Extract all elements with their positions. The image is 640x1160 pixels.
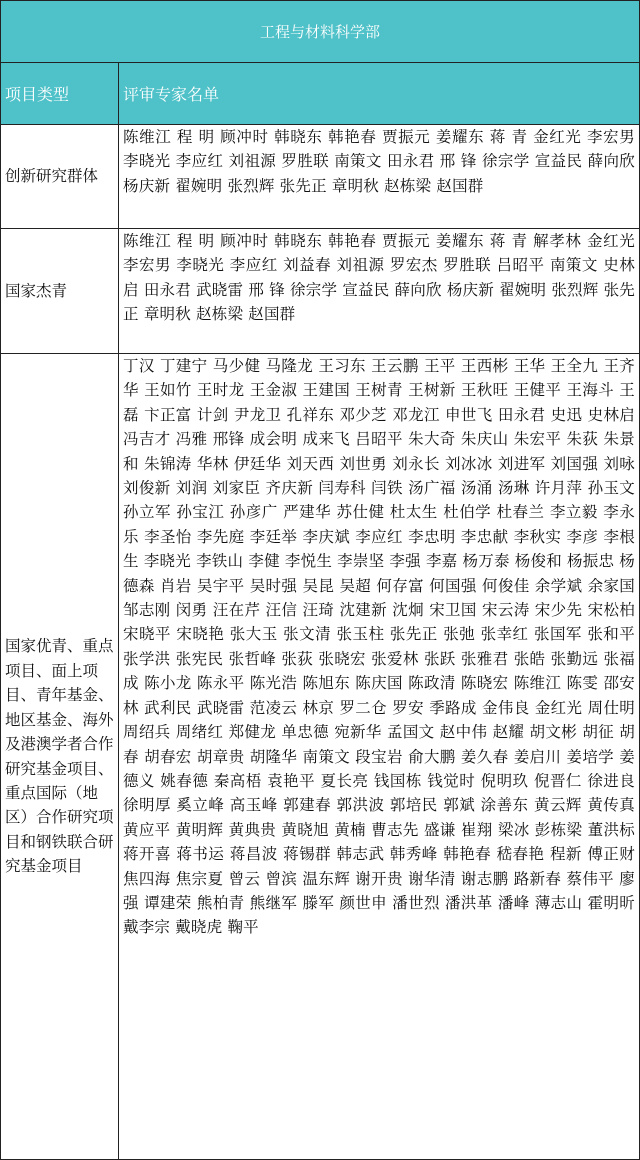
table-row [1,354,639,1159]
project-type-cell: 国家优青、重点项目、面上项目、青年基金、地区基金、海外及港澳学者合作研究基金项目、重点国际（地区）合作研究项目和钢铁联合研究基金项目 [1,354,119,1159]
expert-names-cell [119,354,639,1159]
table-header-row [1,63,639,125]
expert-names-text: 陈维江 程 明 顾冲时 韩晓东 韩艳春 贾振元 姜耀东 蒋 青 金红光 李宏男 李晓光 李应红 刘祖源 罗胜联 南策文 田永君 邢 锋 徐宗学 宣益民 薛向欣 杨庆新 翟婉明 张烈辉 张先正 章明秋 赵栋梁 赵国群 [123,128,635,195]
header-expert-list: 评审专家名单 [123,85,220,104]
project-type-cell: 创新研究群体 [1,125,119,228]
project-type-cell: 国家杰青 [1,229,119,353]
expert-names-text: 陈维江 程 明 顾冲时 韩晓东 韩艳春 贾振元 姜耀东 蒋 青 解孝林 金红光 李宏男 李晓光 李应红 刘益春 刘祖源 罗宏杰 罗胜联 吕昭平 南策文 史林启 田永君 武晓雷 邢 锋 徐宗学 宣益民 薛向欣 杨庆新 翟婉明 张烈辉 张先正 章明秋 赵栋梁 赵国群 [123,232,635,324]
table-row [1,229,639,354]
expert-names-cell [119,125,639,228]
table-row [1,125,639,229]
expert-names-cell [119,229,639,353]
header-project-type: 项目类型 [1,63,119,124]
table-title-text: 工程与材料科学部 [259,23,380,41]
table-title [1,1,639,63]
expert-names-text: 丁汉 丁建宁 马少健 马隆龙 王习东 王云鹏 王平 王西彬 王华 王全九 王齐华 王如竹 王时龙 王金淑 王建国 王树青 王树新 王秋旺 王健平 王海斗 王磊 卞正富 计剑 尹龙卫 孔祥东 邓少芝 邓龙江 申世飞 田永君 史迅 史林启 冯吉才 冯雅 邢锋 成会明 成来飞 吕昭平 朱大奇 朱庆山 朱宏平 朱荻 朱景和 朱锦涛 华林 伊廷华 刘天西 刘世勇 刘永长 刘冰冰 刘进军 刘国强 刘咏 刘俊新 刘润 刘家臣 齐庆新 闫寿科 闫铁 汤广福 汤涌 汤琳 许月萍 孙玉文 孙立军 孙宝江 孙彦广 严建华 苏仕健 杜太生 杜伯学 杜春兰 李立毅 李永乐 李圣怡 李先庭 李廷举 李庆斌 李应红 李忠明 李忠献 李秋实 李彦 李根生 李晓光 李铁山 李健 李悦生 李崇坚 李强 李嘉 杨万泰 杨俊和 杨振忠 杨德森 肖岩 吴宇平 吴时强 吴昆 吴超 何存富 何国强 何俊佳 余学斌 余家国 邹志刚 闵勇 汪在芹 汪信 汪琦 沈建新 沈炯 宋卫国 宋云涛 宋少先 宋松柏 宋晓平 宋晓艳 张大玉 张文清 张玉柱 张先正 张弛 张幸红 张国军 张和平 张学洪 张宪民 张哲峰 张荻 张晓宏 张爱林 张跃 张雅君 张皓 张勤远 张福成 陈小龙 陈永平 陈光浩 陈旭东 陈庆国 陈政清 陈晓宏 陈维江 陈雯 邵安林 武利民 武晓雷 范凌云 林京 罗二仓 罗安 季路成 金伟良 金红光 周仕明 周绍兵 周绪红 郑健龙 单忠德 宛新华 孟国文 赵中伟 赵耀 胡文彬 胡征 胡春 胡春宏 胡章贵 胡隆华 南策文 段宝岩 俞大鹏 姜久春 姜启川 姜培学 姜德义 姚春德 秦高梧 袁艳平 夏长亮 钱国栋 钱觉时 倪明玖 倪晋仁 徐进良 徐明厚 奚立峰 高玉峰 郭建春 郭洪波 郭培民 郭斌 涂善东 黄云辉 黄传真 黄应平 黄明辉 黄典贵 黄晓旭 黄楠 曹志先 盛谦 崔翔 梁冰 彭栋梁 董洪标 蒋开喜 蒋书运 蒋昌波 蒋锡群 韩志武 韩秀峰 韩艳春 嵇春艳 程新 傅正财 焦四海 焦宗夏 曾云 曾滨 温东辉 谢开贵 谢华清 谢志鹏 路新春 蔡伟平 廖强 谭建荣 熊柏青 熊继军 滕军 颜世申 潘世烈 潘洪革 潘峰 薄志山 霍明昕 戴李宗 戴晓虎 鞠平 [123,357,635,937]
